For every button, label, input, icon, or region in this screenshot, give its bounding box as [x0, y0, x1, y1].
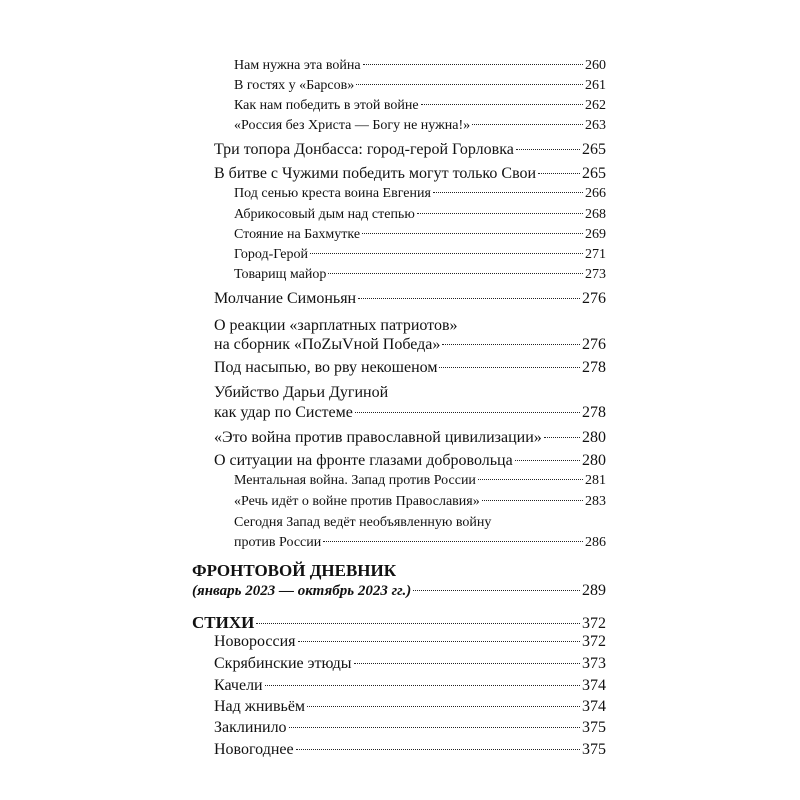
- toc-entry-title: Город-Герой: [234, 247, 308, 262]
- toc-page-number: 262: [585, 98, 606, 113]
- dot-leader: [355, 412, 580, 413]
- toc-page-number: 372: [582, 615, 606, 632]
- toc-page-number: 374: [582, 677, 606, 694]
- toc-page-number: 375: [582, 741, 606, 758]
- toc-entry: [214, 677, 606, 695]
- toc-entry: [234, 535, 606, 551]
- toc-entry-title-line2: как удар по Системе: [214, 404, 353, 421]
- toc-entry: [234, 78, 606, 94]
- dot-leader: [265, 685, 580, 686]
- toc-entry-title: Новороссия: [214, 633, 296, 650]
- toc-entry-title: Как нам победить в этой войне: [234, 98, 419, 113]
- dot-leader: [478, 479, 583, 480]
- toc-entry-title-line2: на сборник «ПоZыVной Победа»: [214, 336, 441, 353]
- dot-leader: [482, 500, 583, 501]
- dot-leader: [515, 460, 580, 461]
- toc-page-number: 261: [585, 78, 606, 93]
- toc-entry: [214, 336, 606, 354]
- dot-leader: [363, 64, 583, 65]
- toc-entry: [214, 404, 606, 422]
- dot-leader: [323, 541, 583, 542]
- toc-page-number: 263: [585, 118, 606, 133]
- toc-entry: [214, 655, 606, 673]
- toc-entry-title: Три топора Донбасса: город-герой Горловка: [214, 141, 514, 158]
- toc-page-number: 278: [582, 404, 606, 421]
- toc-entry-title-line1: Убийство Дарьи Дугиной: [214, 384, 389, 401]
- toc-page-number: 373: [582, 655, 606, 672]
- toc-entry-title: Ментальная война. Запад против России: [234, 473, 476, 488]
- toc-entry-title: «Речь идёт о войне против Православия»: [234, 494, 480, 509]
- dot-leader: [310, 253, 583, 254]
- toc-entry: [214, 741, 606, 759]
- toc-entry-title: В битве с Чужими победить могут только Свои: [214, 165, 537, 182]
- dot-leader: [439, 367, 580, 368]
- toc-page-number: 278: [582, 359, 606, 376]
- toc-page-number: 266: [585, 186, 606, 201]
- toc-entry-title-line1: Сегодня Запад ведёт необъявленную войну: [234, 515, 492, 530]
- dot-leader: [296, 749, 580, 750]
- dot-leader: [362, 233, 583, 234]
- toc-page-number: 265: [582, 141, 606, 158]
- toc-page-number: 280: [582, 452, 606, 469]
- toc-entry-title: Под сенью креста воина Евгения: [234, 186, 431, 201]
- toc-page-number: 269: [585, 227, 606, 242]
- toc-entry: [214, 290, 606, 308]
- toc-entry-title: «Это война против православной цивилизации»: [214, 429, 542, 446]
- toc-entry-title: Над жнивьём: [214, 698, 306, 715]
- toc-entry-title: Молчание Симоньян: [214, 290, 357, 307]
- toc-entry-title: В гостях у «Барсов»: [234, 78, 355, 93]
- dot-leader: [328, 273, 583, 274]
- dot-leader: [472, 124, 583, 125]
- toc-entry-title: Под насыпью, во рву некошеном: [214, 359, 438, 376]
- toc-page-number: 276: [582, 336, 606, 353]
- toc-entry: [234, 267, 606, 283]
- toc-entry: [214, 452, 606, 470]
- toc-page-number: 276: [582, 290, 606, 307]
- toc-page-number: 286: [585, 535, 606, 550]
- dot-leader: [356, 84, 583, 85]
- dot-leader: [307, 706, 580, 707]
- toc-entry: [234, 494, 606, 510]
- toc-entry: [234, 98, 606, 114]
- toc-entry: [214, 429, 606, 447]
- toc-page-number: 268: [585, 207, 606, 222]
- dot-leader: [298, 641, 580, 642]
- toc-page-number: 374: [582, 698, 606, 715]
- dot-leader: [417, 213, 583, 214]
- toc-page-number: 281: [585, 473, 606, 488]
- toc-entry-title: Нам нужна эта война: [234, 58, 361, 73]
- dot-leader: [544, 437, 580, 438]
- toc-entry: [234, 227, 606, 243]
- section-heading: ФРОНТОВОЙ ДНЕВНИК: [192, 561, 397, 580]
- dot-leader: [256, 623, 580, 624]
- toc-entry: [192, 613, 606, 633]
- dot-leader: [354, 663, 581, 664]
- toc-page-number: 260: [585, 58, 606, 73]
- toc-page-number: 372: [582, 633, 606, 650]
- toc-page-number: 289: [582, 582, 606, 599]
- dot-leader: [433, 192, 583, 193]
- toc-entry: [214, 141, 606, 159]
- toc-page-number: 280: [582, 429, 606, 446]
- toc-entry: [214, 359, 606, 377]
- toc-entry-title: Стояние на Бахмутке: [234, 227, 361, 242]
- toc-entry-title: Скрябинские этюды: [214, 655, 352, 672]
- toc-entry: [234, 118, 606, 134]
- toc-entry: [192, 582, 606, 600]
- dot-leader: [289, 727, 580, 728]
- toc-entry: [234, 247, 606, 263]
- toc-entry: [214, 633, 606, 651]
- toc-entry: [214, 165, 606, 183]
- section-heading: СТИХИ: [192, 613, 255, 632]
- toc-entry: [234, 58, 606, 74]
- toc-entry-title: «Россия без Христа — Богу не нужна!»: [234, 118, 471, 133]
- toc-page-number: 375: [582, 719, 606, 736]
- dot-leader: [358, 298, 580, 299]
- toc-entry: [214, 719, 606, 737]
- toc-entry-title: Качели: [214, 677, 263, 694]
- dot-leader: [421, 104, 583, 105]
- toc-entry-title: Абрикосовый дым над степью: [234, 207, 415, 222]
- dot-leader: [538, 173, 580, 174]
- toc-entry-title: Заклинило: [214, 719, 287, 736]
- toc-entry-title-line2: против России: [234, 535, 322, 550]
- toc-entry-title: О ситуации на фронте глазами добровольца: [214, 452, 513, 469]
- toc-entry: [234, 473, 606, 489]
- toc-entry: [234, 186, 606, 202]
- dot-leader: [442, 344, 580, 345]
- toc-entry-title-line1: О реакции «зарплатных патриотов»: [214, 317, 458, 334]
- dot-leader: [516, 149, 580, 150]
- toc-page-number: 283: [585, 494, 606, 509]
- toc-page-number: 265: [582, 165, 606, 182]
- toc-page-number: 273: [585, 267, 606, 282]
- section-subheading: (январь 2023 — октябрь 2023 гг.): [192, 583, 412, 599]
- dot-leader: [413, 590, 580, 591]
- toc-entry-title: Новогоднее: [214, 741, 294, 758]
- toc-entry: [234, 207, 606, 223]
- toc-entry-title: Товарищ майор: [234, 267, 327, 282]
- toc-page-number: 271: [585, 247, 606, 262]
- toc-entry: [214, 698, 606, 716]
